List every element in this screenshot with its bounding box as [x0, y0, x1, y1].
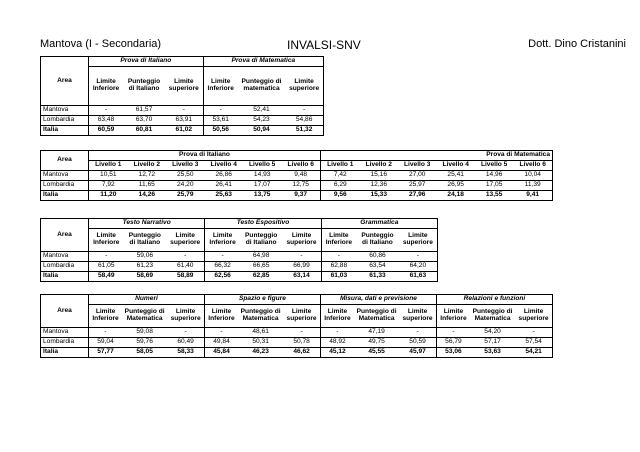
group-header: Numeri: [89, 295, 205, 305]
group-prova-italiano: Prova di Italiano: [89, 57, 204, 67]
column-header: Livello 2: [128, 161, 166, 171]
table-body: [41, 252, 438, 282]
group-prova-matematica: Prova di Matematica: [203, 57, 323, 67]
table-cell: 58,69: [124, 272, 167, 282]
table-cell: -: [283, 328, 320, 338]
column-header: Limite superiore: [285, 67, 323, 106]
table-cell: 12,75: [281, 181, 320, 191]
header-center: INVALSI-SNV: [287, 38, 361, 52]
table-cell: 61,57: [123, 106, 165, 116]
area-header: Area: [41, 295, 89, 328]
table-cell: 46,62: [283, 348, 320, 358]
table-cell: 48,61: [238, 328, 283, 338]
table-cell: 51,32: [285, 126, 323, 136]
table-cell: -: [399, 328, 436, 338]
table-cell: 11,65: [128, 181, 166, 191]
table-cell: 7,42: [320, 171, 359, 181]
group-prova-matematica: Prova di Matematica: [320, 151, 552, 161]
table-cell: 10,51: [89, 171, 128, 181]
table-cell: 12,72: [128, 171, 166, 181]
table-cell: 64,98: [240, 252, 283, 262]
table-cell: 62,56: [205, 272, 240, 282]
table-cell: -: [204, 328, 238, 338]
table-cell: 58,49: [89, 272, 124, 282]
header-left: Mantova (I - Secondaria): [40, 38, 162, 50]
table-row: [41, 171, 553, 181]
table-cell: 50,78: [283, 338, 320, 348]
column-header: Limite Inferiore: [203, 67, 238, 106]
table-cell: 7,92: [89, 181, 128, 191]
table-cell: 62,88: [321, 262, 356, 272]
table-cell: 59,04: [89, 338, 123, 348]
table-cell: 63,54: [356, 262, 399, 272]
column-header-row: [41, 229, 438, 252]
table-cell: 9,56: [320, 191, 359, 201]
table-cell: 26,86: [204, 171, 242, 181]
table-cell: 50,31: [238, 338, 283, 348]
table-cell: 60,59: [89, 126, 124, 136]
table-cell: 58,89: [166, 272, 205, 282]
column-header: Limite superiore: [165, 67, 203, 106]
column-header: Limite superiore: [167, 305, 204, 328]
table-cell: 61,05: [89, 262, 124, 272]
table-cell: -: [285, 106, 323, 116]
table-cell: 6,29: [320, 181, 359, 191]
column-header: Livello 1: [320, 161, 359, 171]
table-cell: 57,77: [89, 348, 123, 358]
table-cell: 47,19: [354, 328, 399, 338]
table-cell: 45,55: [354, 348, 399, 358]
table-cell: 60,49: [167, 338, 204, 348]
table-math-domains: [40, 294, 553, 358]
table-row: [41, 348, 553, 358]
table-cell: 50,59: [399, 338, 436, 348]
table-cell: 48,92: [320, 338, 354, 348]
table-overall-scores: [40, 56, 324, 136]
area-header: Area: [41, 57, 89, 106]
table-cell: 14,96: [475, 171, 513, 181]
table-cell: -: [89, 106, 124, 116]
table-cell: 60,86: [356, 252, 399, 262]
table-cell: 14,93: [243, 171, 281, 181]
table-cell: 58,05: [122, 348, 167, 358]
table-cell: 64,20: [399, 262, 438, 272]
table-cell: 60,81: [123, 126, 165, 136]
table-cell: 9,41: [513, 191, 552, 201]
table-row: [41, 338, 553, 348]
table-cell: -: [167, 328, 204, 338]
group-header: Testo Narrativo: [89, 219, 205, 229]
table-cell: 45,12: [320, 348, 354, 358]
table-cell: 61,02: [165, 126, 203, 136]
column-header: Limite Inferiore: [89, 67, 124, 106]
column-header: Limite Inferiore: [321, 229, 356, 252]
table-cell: 61,63: [399, 272, 438, 282]
table-cell: 46,23: [238, 348, 283, 358]
table-cell: 13,55: [475, 191, 513, 201]
table-cell: -: [399, 252, 438, 262]
table-cell: 25,63: [204, 191, 242, 201]
table-cell: 50,56: [203, 126, 238, 136]
table-cell: 63,70: [123, 116, 165, 126]
table-cell: 26,41: [204, 181, 242, 191]
column-header: Limite superiore: [399, 229, 438, 252]
table-cell: 61,40: [166, 262, 205, 272]
column-header: Punteggio di Italiano: [356, 229, 399, 252]
table-row: [41, 191, 553, 201]
table-cell: -: [165, 106, 203, 116]
table-row: [41, 262, 438, 272]
column-header: Limite superiore: [283, 305, 320, 328]
table-cell: -: [321, 252, 356, 262]
table-cell: 49,75: [354, 338, 399, 348]
table-cell: 52,41: [238, 106, 286, 116]
table-row: [41, 272, 438, 282]
column-header: Livello 2: [360, 161, 398, 171]
table-cell: 57,17: [470, 338, 515, 348]
column-header: Limite Inferiore: [89, 229, 124, 252]
table-cell: 26,95: [436, 181, 474, 191]
row-label: Italia: [41, 126, 89, 136]
column-header: Limite superiore: [166, 229, 205, 252]
table-row: [41, 106, 324, 116]
table-cell: -: [166, 252, 205, 262]
table-levels: [40, 150, 553, 201]
table-cell: 27,00: [398, 171, 436, 181]
column-header: Livello 3: [398, 161, 436, 171]
column-header: Punteggio di matematica: [238, 67, 286, 106]
table-body: [41, 171, 553, 201]
row-label: Lombardia: [41, 181, 89, 191]
table-cell: 54,20: [470, 328, 515, 338]
table-cell: 53,06: [436, 348, 470, 358]
table-cell: -: [89, 252, 124, 262]
table-cell: 53,61: [203, 116, 238, 126]
group-header: Grammatica: [321, 219, 437, 229]
table-cell: 66,99: [282, 262, 321, 272]
column-header: Livello 5: [243, 161, 281, 171]
column-header: Livello 4: [204, 161, 242, 171]
table-cell: 11,20: [89, 191, 128, 201]
group-header: Relazioni e funzioni: [436, 295, 552, 305]
group-prova-italiano: Prova di Italiano: [89, 151, 321, 161]
column-header: Livello 1: [89, 161, 128, 171]
column-header: Limite Inferiore: [204, 305, 238, 328]
table-cell: 15,33: [360, 191, 398, 201]
row-label: Mantova: [41, 171, 89, 181]
column-header: Livello 4: [436, 161, 474, 171]
table-cell: 63,14: [282, 272, 321, 282]
table-cell: 24,18: [436, 191, 474, 201]
row-label: Lombardia: [41, 338, 89, 348]
group-header-row: [41, 219, 438, 229]
table-cell: 14,26: [128, 191, 166, 201]
table-cell: -: [436, 328, 470, 338]
table-italian-domains: [40, 218, 438, 282]
table-cell: 56,79: [436, 338, 470, 348]
table-cell: 50,94: [238, 126, 286, 136]
row-label: Italia: [41, 191, 89, 201]
group-header-row: [41, 295, 553, 305]
table-cell: 17,07: [243, 181, 281, 191]
row-label: Italia: [41, 348, 89, 358]
column-header: Limite Inferiore: [436, 305, 470, 328]
table-cell: 25,50: [166, 171, 204, 181]
column-header: Limite superiore: [399, 305, 436, 328]
table-cell: 54,86: [285, 116, 323, 126]
group-header: Misura, dati e previsione: [320, 295, 436, 305]
area-header: Area: [41, 151, 89, 171]
column-header: Limite Inferiore: [320, 305, 354, 328]
column-header: Limite Inferiore: [205, 229, 240, 252]
row-label: Italia: [41, 272, 89, 282]
column-header-row: [41, 161, 553, 171]
table-cell: -: [515, 328, 552, 338]
column-header: Punteggio di Matematica: [354, 305, 399, 328]
column-header: Punteggio di Matematica: [122, 305, 167, 328]
table-cell: 59,76: [122, 338, 167, 348]
table-row: [41, 181, 553, 191]
table-cell: 61,03: [321, 272, 356, 282]
table-cell: 11,39: [513, 181, 552, 191]
group-header: Testo Espositivo: [205, 219, 321, 229]
column-header: Punteggio di Matematica: [470, 305, 515, 328]
table-cell: 61,23: [124, 262, 167, 272]
table-cell: 15,16: [360, 171, 398, 181]
table-cell: 27,96: [398, 191, 436, 201]
table-cell: -: [89, 328, 123, 338]
group-header: Spazio e figure: [204, 295, 320, 305]
table-cell: 24,20: [166, 181, 204, 191]
row-label: Mantova: [41, 106, 89, 116]
column-header: Livello 6: [281, 161, 320, 171]
table-cell: 54,23: [238, 116, 286, 126]
table-cell: 63,91: [165, 116, 203, 126]
table-cell: 62,85: [240, 272, 283, 282]
area-header: Area: [41, 219, 89, 252]
table-cell: -: [203, 106, 238, 116]
table-cell: 59,08: [122, 328, 167, 338]
table-cell: 45,84: [204, 348, 238, 358]
column-header: Livello 6: [513, 161, 552, 171]
table-row: [41, 116, 324, 126]
table-cell: 17,05: [475, 181, 513, 191]
column-header: Punteggio di Matematica: [238, 305, 283, 328]
table-cell: 25,97: [398, 181, 436, 191]
column-header: Livello 5: [475, 161, 513, 171]
column-header: Limite Inferiore: [89, 305, 123, 328]
table-cell: 59,06: [124, 252, 167, 262]
table-body: [41, 328, 553, 358]
row-label: Mantova: [41, 328, 89, 338]
table-cell: -: [282, 252, 321, 262]
column-header: Punteggio di Italiano: [240, 229, 283, 252]
table-cell: -: [205, 252, 240, 262]
column-header: Punteggio di Italiano: [123, 67, 165, 106]
table-row: [41, 252, 438, 262]
table-cell: 54,21: [515, 348, 552, 358]
table-row: [41, 328, 553, 338]
table-cell: 49,84: [204, 338, 238, 348]
column-header-row: [41, 305, 553, 328]
table-cell: 53,63: [470, 348, 515, 358]
table-cell: 25,41: [436, 171, 474, 181]
column-header: Limite superiore: [515, 305, 552, 328]
table-cell: 13,75: [243, 191, 281, 201]
table-cell: 58,33: [167, 348, 204, 358]
table-cell: 63,48: [89, 116, 124, 126]
table-cell: 66,65: [240, 262, 283, 272]
row-label: Lombardia: [41, 116, 89, 126]
table-cell: 12,36: [360, 181, 398, 191]
table-cell: -: [320, 328, 354, 338]
header-right: Dott. Dino Cristanini: [528, 38, 626, 50]
column-header: Livello 3: [166, 161, 204, 171]
table-cell: 9,48: [281, 171, 320, 181]
table-cell: 66,32: [205, 262, 240, 272]
table-cell: 57,54: [515, 338, 552, 348]
column-header: Limite superiore: [282, 229, 321, 252]
table-cell: 10,04: [513, 171, 552, 181]
table-body: [41, 106, 324, 136]
row-label: Mantova: [41, 252, 89, 262]
table-cell: 45,97: [399, 348, 436, 358]
table-row: [41, 126, 324, 136]
row-label: Lombardia: [41, 262, 89, 272]
table-cell: 25,79: [166, 191, 204, 201]
column-header: Punteggio di Italiano: [124, 229, 167, 252]
table-cell: 9,37: [281, 191, 320, 201]
table-cell: 61,33: [356, 272, 399, 282]
